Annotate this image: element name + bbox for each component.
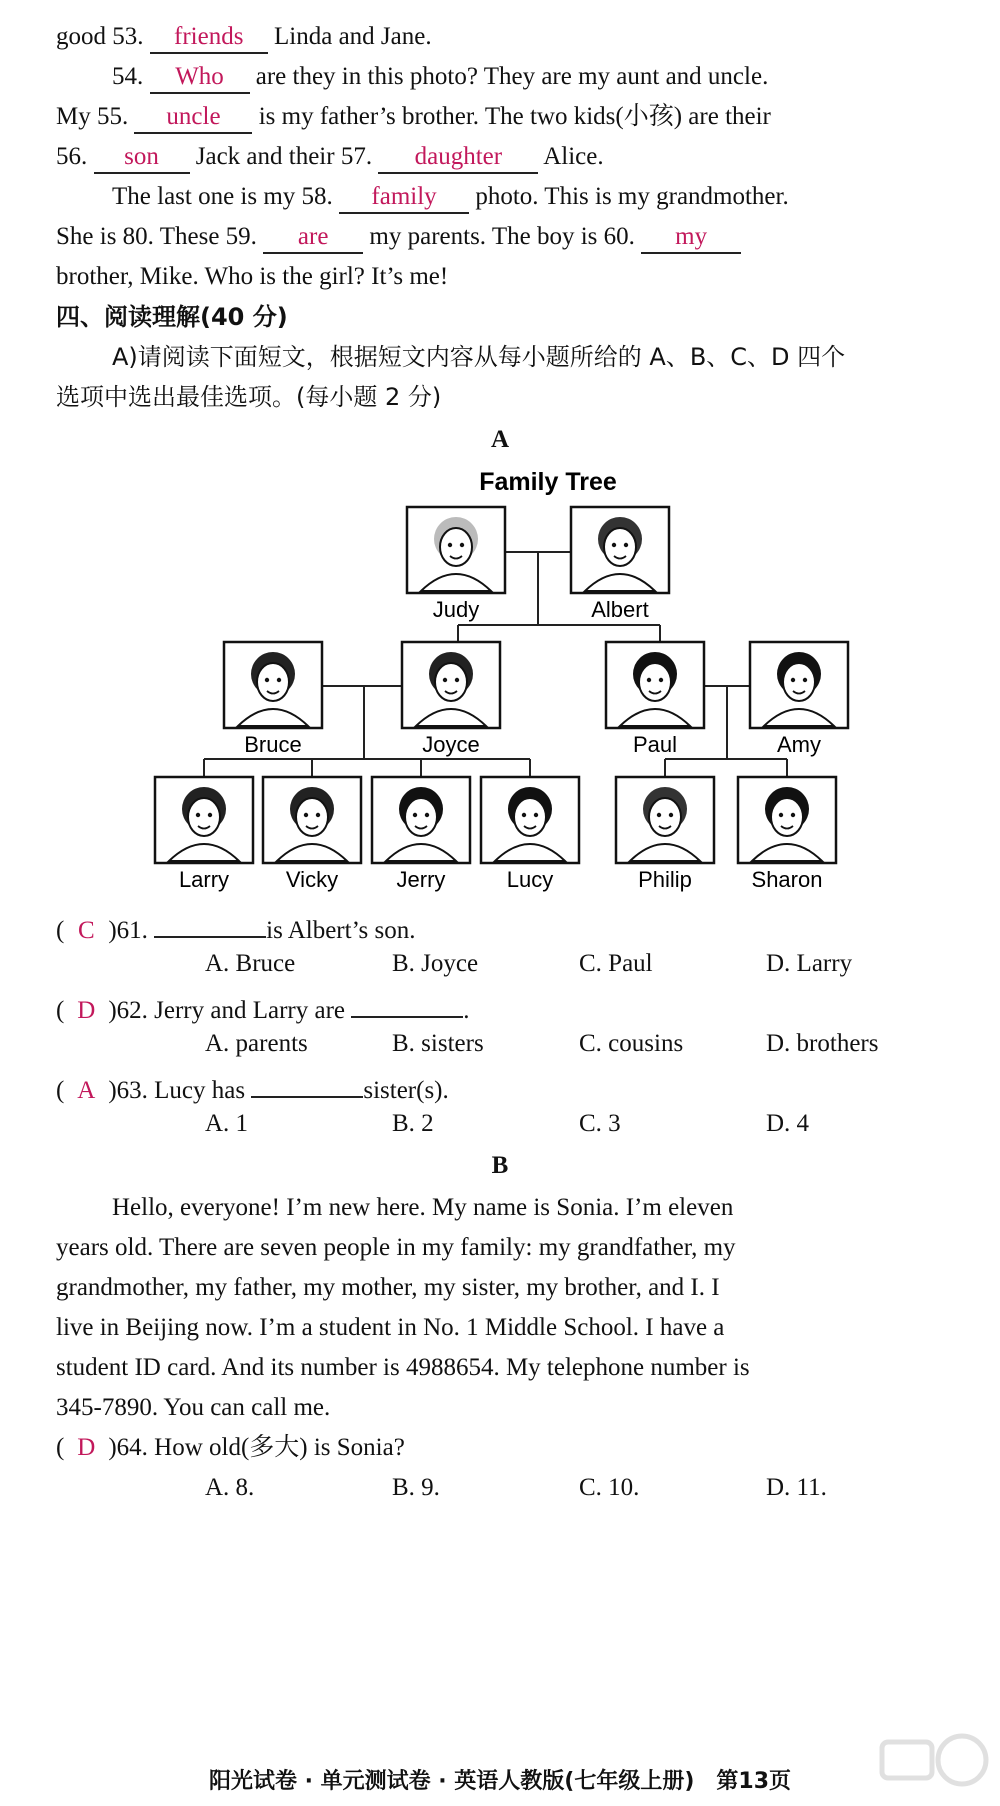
portrait-eye — [624, 543, 628, 547]
text: My 55. — [56, 103, 129, 130]
text: The last one is my 58. — [112, 183, 333, 210]
text: Jack and their 57. — [195, 143, 373, 170]
portrait-eye — [791, 678, 795, 682]
family-tree-diagram — [0, 460, 1000, 900]
paren: ( — [56, 1077, 65, 1104]
member-name-judy: Judy — [432, 597, 480, 622]
paren: ( — [56, 917, 65, 944]
blank — [251, 1070, 363, 1098]
portrait-eye — [669, 813, 673, 817]
member-name-philip: Philip — [638, 867, 692, 892]
watermark-logo — [874, 1730, 994, 1800]
member-name-larry: Larry — [178, 867, 230, 892]
member-name-joyce: Joyce — [422, 732, 480, 757]
text: 54. — [112, 63, 144, 90]
portrait-eye — [208, 813, 212, 817]
portrait-face — [639, 663, 671, 701]
paren: ( — [56, 1434, 65, 1461]
question-63 — [56, 1070, 449, 1106]
question-text: is Albert’s son. — [266, 917, 416, 944]
member-name-vicky: Vicky — [285, 867, 339, 892]
portrait-eye — [455, 678, 459, 682]
portrait-eye — [413, 813, 417, 817]
answer-60: my — [641, 224, 741, 254]
passage-line-4: live in Beijing now. I’m a student in No. 1 Middle School. I have a — [56, 1314, 725, 1341]
member-name-bruce: Bruce — [244, 732, 302, 757]
paren: ( — [56, 997, 65, 1024]
question-61 — [56, 910, 415, 946]
fill-line-5 — [112, 182, 789, 214]
portrait-eye — [647, 678, 651, 682]
instruction-line-2: 选项中选出最佳选项。(每小题 2 分) — [56, 383, 442, 411]
q61-option-c: C. Paul — [579, 950, 653, 977]
q64-option-b: B. 9. — [392, 1474, 440, 1501]
portrait-eye — [657, 813, 661, 817]
question-number: )61. — [108, 917, 148, 944]
portrait-face — [405, 798, 437, 836]
question-text: )63. Lucy has — [108, 1077, 246, 1104]
text: good 53. — [56, 23, 144, 50]
portrait-face — [440, 528, 472, 566]
answer-64: D — [77, 1434, 96, 1461]
portrait-eye — [277, 678, 281, 682]
portrait-eye — [659, 678, 663, 682]
q61-option-d: D. Larry — [766, 950, 853, 977]
portrait-eye — [448, 543, 452, 547]
q64-option-d: D. 11. — [766, 1474, 827, 1501]
passage-line-3: grandmother, my father, my mother, my sister, my brother, and I. I — [56, 1274, 720, 1301]
answer-56: son — [94, 144, 190, 174]
answer-59: are — [263, 224, 363, 254]
blank — [154, 910, 266, 938]
q62-option-d: D. brothers — [766, 1030, 879, 1057]
passage-line-5: student ID card. And its number is 4988654. My telephone number is — [56, 1354, 750, 1381]
instruction-line-1: A)请阅读下面短文，根据短文内容从每小题所给的 A、B、C、D 四个 — [112, 343, 846, 371]
blank — [351, 990, 463, 1018]
answer-61: C — [77, 917, 95, 944]
portrait-eye — [522, 813, 526, 817]
q63-option-a: A. 1 — [205, 1110, 249, 1137]
answer-63: A — [77, 1077, 96, 1104]
portrait-eye — [425, 813, 429, 817]
fill-line-3 — [56, 102, 771, 134]
member-name-sharon: Sharon — [751, 867, 823, 892]
member-name-albert: Albert — [591, 597, 649, 622]
member-name-lucy: Lucy — [506, 867, 554, 892]
section-heading: 四、阅读理解(40 分) — [56, 303, 288, 331]
text: photo. This is my grandmother. — [475, 183, 789, 210]
portrait-face — [649, 798, 681, 836]
member-name-paul: Paul — [632, 732, 678, 757]
portrait-face — [604, 528, 636, 566]
q64-option-a: A. 8. — [205, 1474, 255, 1501]
question-64 — [56, 1433, 405, 1463]
portrait-eye — [779, 813, 783, 817]
q63-option-d: D. 4 — [766, 1110, 810, 1137]
family-tree-title: Family Tree — [479, 468, 617, 496]
answer-55: uncle — [134, 104, 252, 134]
question-62 — [56, 990, 470, 1026]
portrait-face — [514, 798, 546, 836]
question-text: sister(s). — [363, 1077, 449, 1104]
portrait-eye — [791, 813, 795, 817]
portrait-eye — [803, 678, 807, 682]
portrait-eye — [443, 678, 447, 682]
text: is my father’s brother. The two kids(小孩) are their — [258, 103, 771, 130]
text: 56. — [56, 143, 88, 170]
portrait-eye — [534, 813, 538, 817]
q63-option-c: C. 3 — [579, 1110, 621, 1137]
q62-option-a: A. parents — [205, 1030, 308, 1057]
answer-58: family — [339, 184, 469, 214]
question-text: )62. Jerry and Larry are — [108, 997, 346, 1024]
text: my parents. The boy is 60. — [369, 223, 635, 250]
portrait-face — [783, 663, 815, 701]
answer-53: friends — [150, 24, 268, 54]
fill-line-4 — [56, 142, 604, 174]
passage-line-1: Hello, everyone! I’m new here. My name is Sonia. I’m eleven — [112, 1194, 734, 1221]
part-a-label: A — [490, 426, 510, 453]
text: She is 80. These 59. — [56, 223, 257, 250]
portrait-eye — [460, 543, 464, 547]
fill-line-1 — [56, 22, 432, 54]
fill-line-7: brother, Mike. Who is the girl? It’s me! — [56, 263, 449, 290]
q64-option-c: C. 10. — [579, 1474, 640, 1501]
member-name-amy: Amy — [777, 732, 821, 757]
part-b-label: B — [491, 1152, 509, 1179]
portrait-eye — [265, 678, 269, 682]
q62-option-c: C. cousins — [579, 1030, 684, 1057]
member-name-jerry: Jerry — [396, 867, 446, 892]
q63-option-b: B. 2 — [392, 1110, 434, 1137]
portrait-face — [435, 663, 467, 701]
answer-62: D — [77, 997, 96, 1024]
portrait-face — [296, 798, 328, 836]
portrait-face — [257, 663, 289, 701]
answer-54: Who — [150, 64, 250, 94]
q61-option-a: A. Bruce — [205, 950, 296, 977]
portrait-face — [771, 798, 803, 836]
portrait-eye — [316, 813, 320, 817]
question-text: . — [463, 997, 470, 1024]
q61-option-b: B. Joyce — [392, 950, 479, 977]
portrait-eye — [304, 813, 308, 817]
portrait-eye — [196, 813, 200, 817]
text: are they in this photo? They are my aunt and uncle. — [255, 63, 769, 90]
q62-option-b: B. sisters — [392, 1030, 484, 1057]
text: Linda and Jane. — [274, 23, 432, 50]
text: Alice. — [543, 143, 604, 170]
answer-57: daughter — [378, 144, 538, 174]
passage-line-6: 345-7890. You can call me. — [56, 1394, 331, 1421]
question-text: )64. How old(多大) is Sonia? — [108, 1434, 405, 1461]
portrait-face — [188, 798, 220, 836]
fill-line-6 — [56, 222, 741, 254]
portrait-eye — [612, 543, 616, 547]
passage-line-2: years old. There are seven people in my family: my grandfather, my — [56, 1234, 736, 1261]
page-footer: 阳光试卷 · 单元测试卷 · 英语人教版(七年级上册) 第13页 — [208, 1769, 792, 1794]
fill-line-2 — [112, 62, 768, 94]
